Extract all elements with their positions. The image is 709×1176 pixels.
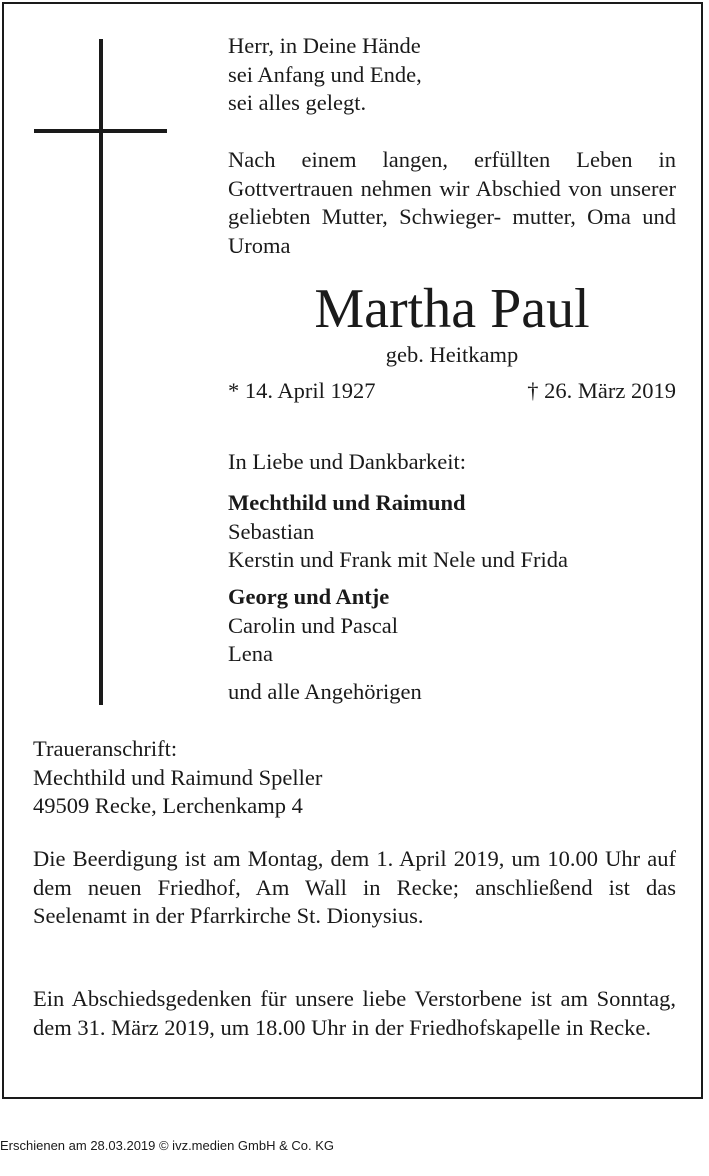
family-group — [228, 583, 398, 669]
verse — [228, 32, 422, 118]
verse-line: sei alles gelegt. — [228, 90, 367, 115]
mourning-address — [33, 735, 322, 821]
family-head: Georg und Antje — [228, 584, 390, 609]
publication-footer: Erschienen am 28.03.2019 © ivz.medien GmbH & Co. KG — [0, 1138, 335, 1153]
family-member: Kerstin und Frank mit Nele und Frida — [228, 547, 568, 572]
deceased-name: Martha Paul — [314, 278, 590, 340]
memorial-info: Ein Abschiedsgedenken für unsere liebe Verstorbene ist am Sonntag, dem 31. März 2019, um 18.00 Uhr in der Friedhofskapelle in Recke. — [33, 986, 676, 1040]
address-line: Mechthild und Raimund Speller — [33, 764, 323, 790]
relatives-line: und alle Angehörigen — [228, 679, 422, 704]
birth-date: * 14. April 1927 — [228, 378, 376, 403]
family-member: Carolin und Pascal — [228, 612, 398, 638]
family-member: Sebastian — [228, 518, 315, 544]
address-line: Traueranschrift: — [33, 736, 178, 761]
verse-line: Herr, in Deine Hände — [228, 33, 421, 58]
funeral-info: Die Beerdigung ist am Montag, dem 1. April 2019, um 10.00 Uhr auf dem neuen Friedhof, Am Wall in Recke; anschließend ist das Seelenamt in der Pfarrkirche St. Dionysius. — [33, 846, 676, 928]
cross-icon — [99, 39, 103, 705]
cross-icon-bar — [34, 129, 167, 133]
family-member: Lena — [228, 641, 273, 666]
verse-line: sei Anfang und Ende, — [228, 61, 422, 87]
birth-name: geb. Heitkamp — [385, 342, 519, 367]
intro-text: Nach einem langen, erfüllten Leben in Gottvertrauen nehmen wir Abschied von unserer geliebten Mutter, Schwieger- mutter, Oma und Uroma — [228, 147, 676, 258]
family-group — [228, 489, 568, 575]
death-date: † 26. März 2019 — [527, 378, 676, 403]
family-head: Mechthild und Raimund — [228, 490, 466, 515]
address-line: 49509 Recke, Lerchenkamp 4 — [33, 793, 303, 818]
gratitude-line: In Liebe und Dankbarkeit: — [228, 449, 467, 474]
